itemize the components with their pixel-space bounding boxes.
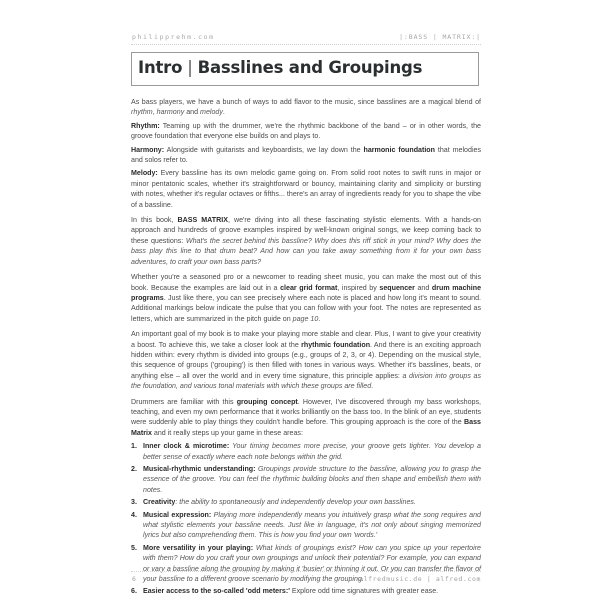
book-paragraph: In this book, BASS MATRIX, we're diving into all these fascinating stylistic elements. With a hands-on approach and hundreds of groove examples inspired by well-known original songs, we keep coming back to these questions: What's the secret behind this bassline? Why does this riff stick in your mind? Why does the bass play this line to that drum beat? And how can you take away something from it for your own bass adventures, to craft your own bass parts? — [131, 216, 481, 266]
melody-paragraph: Melody: Every bassline has its own melodic game going on. From solid root notes to swift runs in major or minor pentatonic scales, whether it's straightforward or bouncy, maintaining clarity and simplicity or bursting with notes, whether it's regular octaves or fifths... there's an array of ingredients ready for you to shape the vibe of a bassline. — [131, 169, 481, 209]
drummers-paragraph: Drummers are familiar with this grouping concept. However, I've discovered through my bass workshops, teaching, and even my own performance that it works brilliantly on the bass too. In the blink of an eye, students were suddenly able to play things they couldn't handle before. This grouping approach is the core of the Bass Matrix and it really steps up your game in these areas: — [131, 397, 481, 437]
chapter-main-title: Basslines and Groupings — [197, 58, 423, 77]
book-brand-label: |:BASS | MATRIX:| — [399, 33, 481, 41]
list-item: 5. More versatility in your playing: What kinds of groupings exist? How can you spice up your repertoire with them? How do you craft your own groupings and unlock their potential? For example, you can expand or vary a bassline along the grouping by making it 'busier' or thinning it out. Or you can transfer the flavor of your bassline to a different groove scenario by modifying the grouping. — [131, 543, 481, 584]
benefits-list — [131, 441, 481, 597]
list-item: 1. Inner clock & microtime: Your timing becomes more precise, your groove gets tighter. You develop a better sense of exactly where each note belongs within the grid. — [131, 442, 481, 461]
chapter-title-box — [131, 52, 479, 86]
publisher-urls: alfredmusic.de | alfred.com — [359, 575, 481, 583]
body-text — [131, 97, 481, 599]
author-website: philipprehm.com — [132, 33, 215, 41]
list-item: 3. Creativity: the ability to spontaneously and independently develop your own basslines. — [131, 498, 416, 507]
melody-label: Melody: — [131, 169, 158, 178]
running-header — [131, 33, 481, 43]
page-number: 6 — [132, 575, 136, 583]
footer-dotted-rule — [131, 571, 481, 572]
reading-paragraph: Whether you're a seasoned pro or a newcomer to reading sheet music, you can make the most out of this book. Because the examples are laid out in a clear grid format, inspired by sequencer and drum machine programs. Just like there, you can see precisely where each note is placed and how long it's meant to sound. Additional markings below indicate the pulse that you can follow with your foot. The notes are represented as letters, which are summarized in the pitch guide on page 10. — [131, 273, 482, 323]
document-page — [131, 0, 481, 600]
list-item: 6. Easier access to the so-called 'odd meters:' Explore odd time signatures with greater ease. — [131, 587, 439, 596]
page-reference: page 10 — [292, 314, 319, 323]
rhythm-paragraph: Rhythm: Teaming up with the drummer, we're the rhythmic backbone of the band – or in other words, the groove foundation that everyone else builds on and plays to. — [131, 121, 481, 141]
rhythm-label: Rhythm: — [131, 121, 160, 130]
page-footer — [131, 575, 481, 585]
goal-paragraph: An important goal of my book is to make your playing more stable and clear. Plus, I want to give your creativity a boost. To achieve this, we take a closer look at the rhythmic foundation. And there is an exciting approach hidden within: every rhythm is divided into groups (e.g., groups of 2, 3, or 4). Depending on the musical style, this sequence of groups ('grouping') is then filled with tones in various ways. Whether it's basslines, beats, or anything else – all over the world and in every time signature, this principle applies: a division into groups as the foundation, and various tonal materials with which these groups are filled. — [131, 330, 482, 391]
chapter-prefix: Intro — [138, 58, 183, 77]
list-item: 2. Musical-rhythmic understanding: Groupings provide structure to the bassline, allowing you to grasp the essence of the groove. You can feel the rhythmic building blocks and then shape and embellish them with notes. — [131, 465, 482, 494]
harmony-paragraph: Harmony: Alongside with guitarists and keyboardists, we lay down the harmonic foundation that melodies and solos refer to. — [131, 145, 482, 165]
title-separator: | — [187, 58, 193, 77]
chapter-title — [138, 58, 422, 77]
harmony-label: Harmony: — [131, 145, 165, 154]
header-dotted-rule — [131, 44, 481, 45]
list-item: 4. Musical expression: Playing more independently means you intuitively grasp what the song requires and what stylistic elements your bassline needs. Just like in language, it's not only about singing memorized lyrics but also comprehending them. This is how you find your own 'words.' — [131, 510, 481, 540]
book-title: BASS MATRIX — [177, 216, 228, 225]
intro-paragraph: As bass players, we have a bunch of ways to add flavor to the music, since basslines are a magical blend of rhythm, harmony and melody. — [131, 98, 481, 117]
